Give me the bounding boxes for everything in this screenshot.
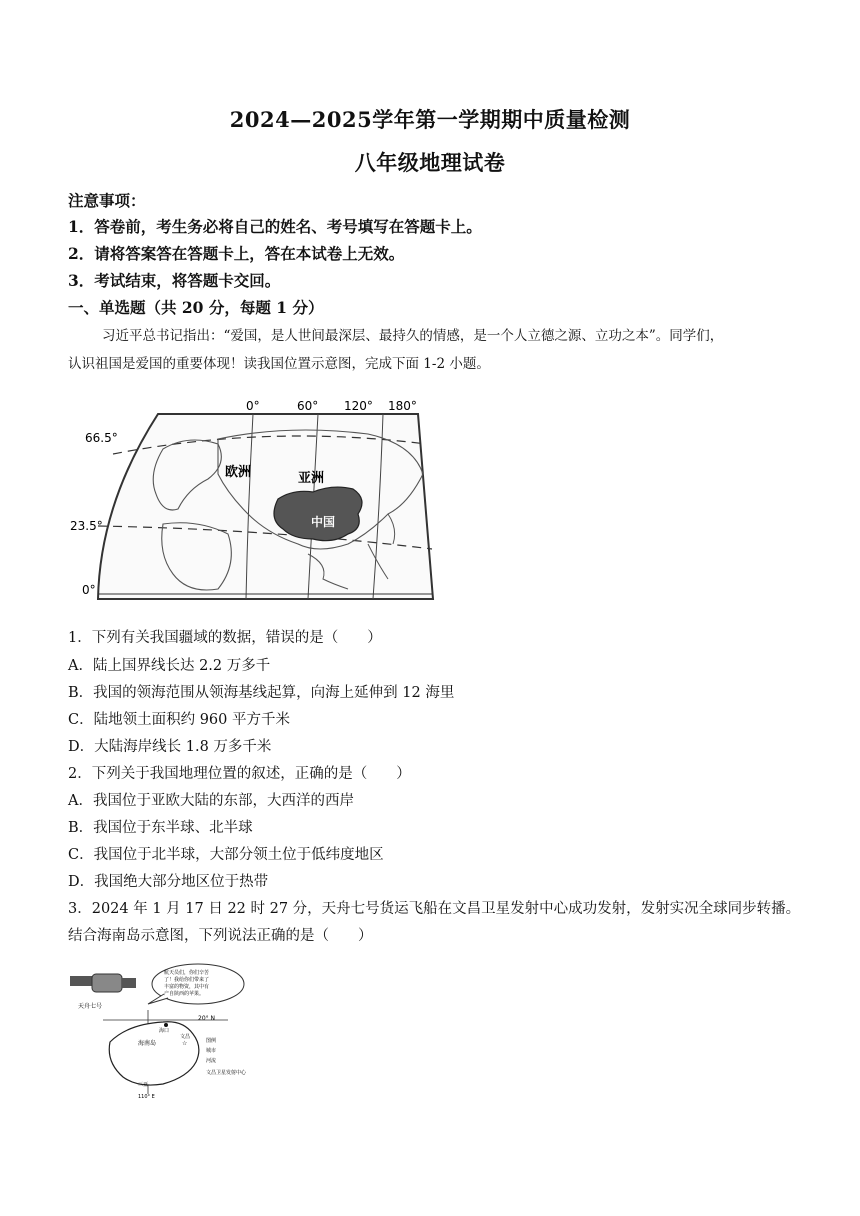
section-intro-line2: 认识祖国是爱国的重要体现！读我国位置示意图，完成下面 1-2 小题。 xyxy=(68,356,490,372)
launch-star-icon: ☆ xyxy=(182,1040,188,1047)
q2-option-b: B．我国位于东半球、北半球 xyxy=(68,820,253,836)
label-asia: 亚洲 xyxy=(298,471,325,486)
notice-item-3: 3．考试结束，将答题卡交回。 xyxy=(68,271,281,290)
q3-stem-line1: 3．2024 年 1 月 17 日 22 时 27 分，天舟七号货运飞船在文昌卫星发射中心成功发射，发射实况全球同步转播。 xyxy=(68,901,801,917)
bubble-line-4: 产自陕西的苹果。 xyxy=(164,991,205,997)
q2-option-a: A．我国位于亚欧大陆的东部，大西洋的西岸 xyxy=(68,793,354,809)
lon-label-120: 120° xyxy=(344,399,373,413)
city-haikou: 海口 xyxy=(159,1028,170,1034)
q2-stem: 2．下列关于我国地理位置的叙述，正确的是（ ） xyxy=(68,766,411,782)
city-wenchang: 文昌 xyxy=(180,1034,191,1040)
city-sanya: 三亚 xyxy=(138,1082,149,1088)
label-europe: 欧洲 xyxy=(225,465,252,480)
q1-option-c: C．陆地领土面积约 960 平方千米 xyxy=(68,712,290,728)
spacecraft-icon xyxy=(70,974,136,992)
section-intro-line1: 习近平总书记指出：“爱国，是人世间最深层、最持久的情感，是一个人立德之源、立功之本”。同学们， xyxy=(102,328,724,344)
lon-label-180: 180° xyxy=(388,399,417,413)
notice-item-1: 1．答卷前，考生务必将自己的姓名、考号填写在答题卡上。 xyxy=(68,217,482,236)
q3-stem-line2: 结合海南岛示意图，下列说法正确的是（ ） xyxy=(68,928,373,944)
lon-110-label: 110° E xyxy=(138,1094,155,1100)
hainan-outline xyxy=(109,1022,199,1085)
lat-label-23: 23.5° xyxy=(70,519,103,533)
lat-label-66: 66.5° xyxy=(85,431,118,445)
legend-river: 河流 xyxy=(206,1058,217,1064)
q1-stem: 1．下列有关我国疆域的数据，错误的是（ ） xyxy=(68,630,382,646)
q2-option-c: C．我国位于北半球，大部分领土位于低纬度地区 xyxy=(68,847,384,863)
craft-label: 天舟七号 xyxy=(78,1003,103,1010)
legend-city: 城市 xyxy=(206,1048,217,1054)
china-shape xyxy=(274,487,362,541)
lon-label-0: 0° xyxy=(246,399,260,413)
label-china: 中国 xyxy=(311,515,336,529)
legend-launch: 文昌卫星发射中心 xyxy=(206,1070,247,1076)
bubble-line-3: 丰富的物资，其中有 xyxy=(164,984,210,990)
bubble-line-2: 了！我给你们带来了 xyxy=(164,977,210,983)
lat-label-0: 0° xyxy=(82,583,96,597)
legend-title: 图例 xyxy=(206,1038,217,1044)
bubble-line-1: 航天员们，你们辛苦 xyxy=(164,970,210,976)
exam-subtitle: 八年级地理试卷 xyxy=(354,150,506,175)
exam-title: 2024—2025学年第一学期期中质量检测 xyxy=(229,107,631,132)
notice-heading: 注意事项： xyxy=(68,191,146,210)
section-heading: 一、单选题（共 20 分，每题 1 分） xyxy=(68,298,324,317)
haikou-dot xyxy=(164,1023,168,1027)
hainan-island-map xyxy=(68,962,250,1100)
notice-item-2: 2．请将答案答在答题卡上，答在本试卷上无效。 xyxy=(68,244,405,263)
lat-20-label: 20° N xyxy=(198,1015,216,1022)
island-label: 海南岛 xyxy=(138,1040,157,1047)
china-location-map xyxy=(68,394,438,604)
q2-option-d: D．我国绝大部分地区位于热带 xyxy=(68,874,269,890)
q1-option-d: D．大陆海岸线长 1.8 万多千米 xyxy=(68,739,272,755)
lon-label-60: 60° xyxy=(297,399,319,413)
q1-option-b: B．我国的领海范围从领海基线起算，向海上延伸到 12 海里 xyxy=(68,685,455,701)
q1-option-a: A．陆上国界线长达 2.2 万多千 xyxy=(68,658,271,674)
